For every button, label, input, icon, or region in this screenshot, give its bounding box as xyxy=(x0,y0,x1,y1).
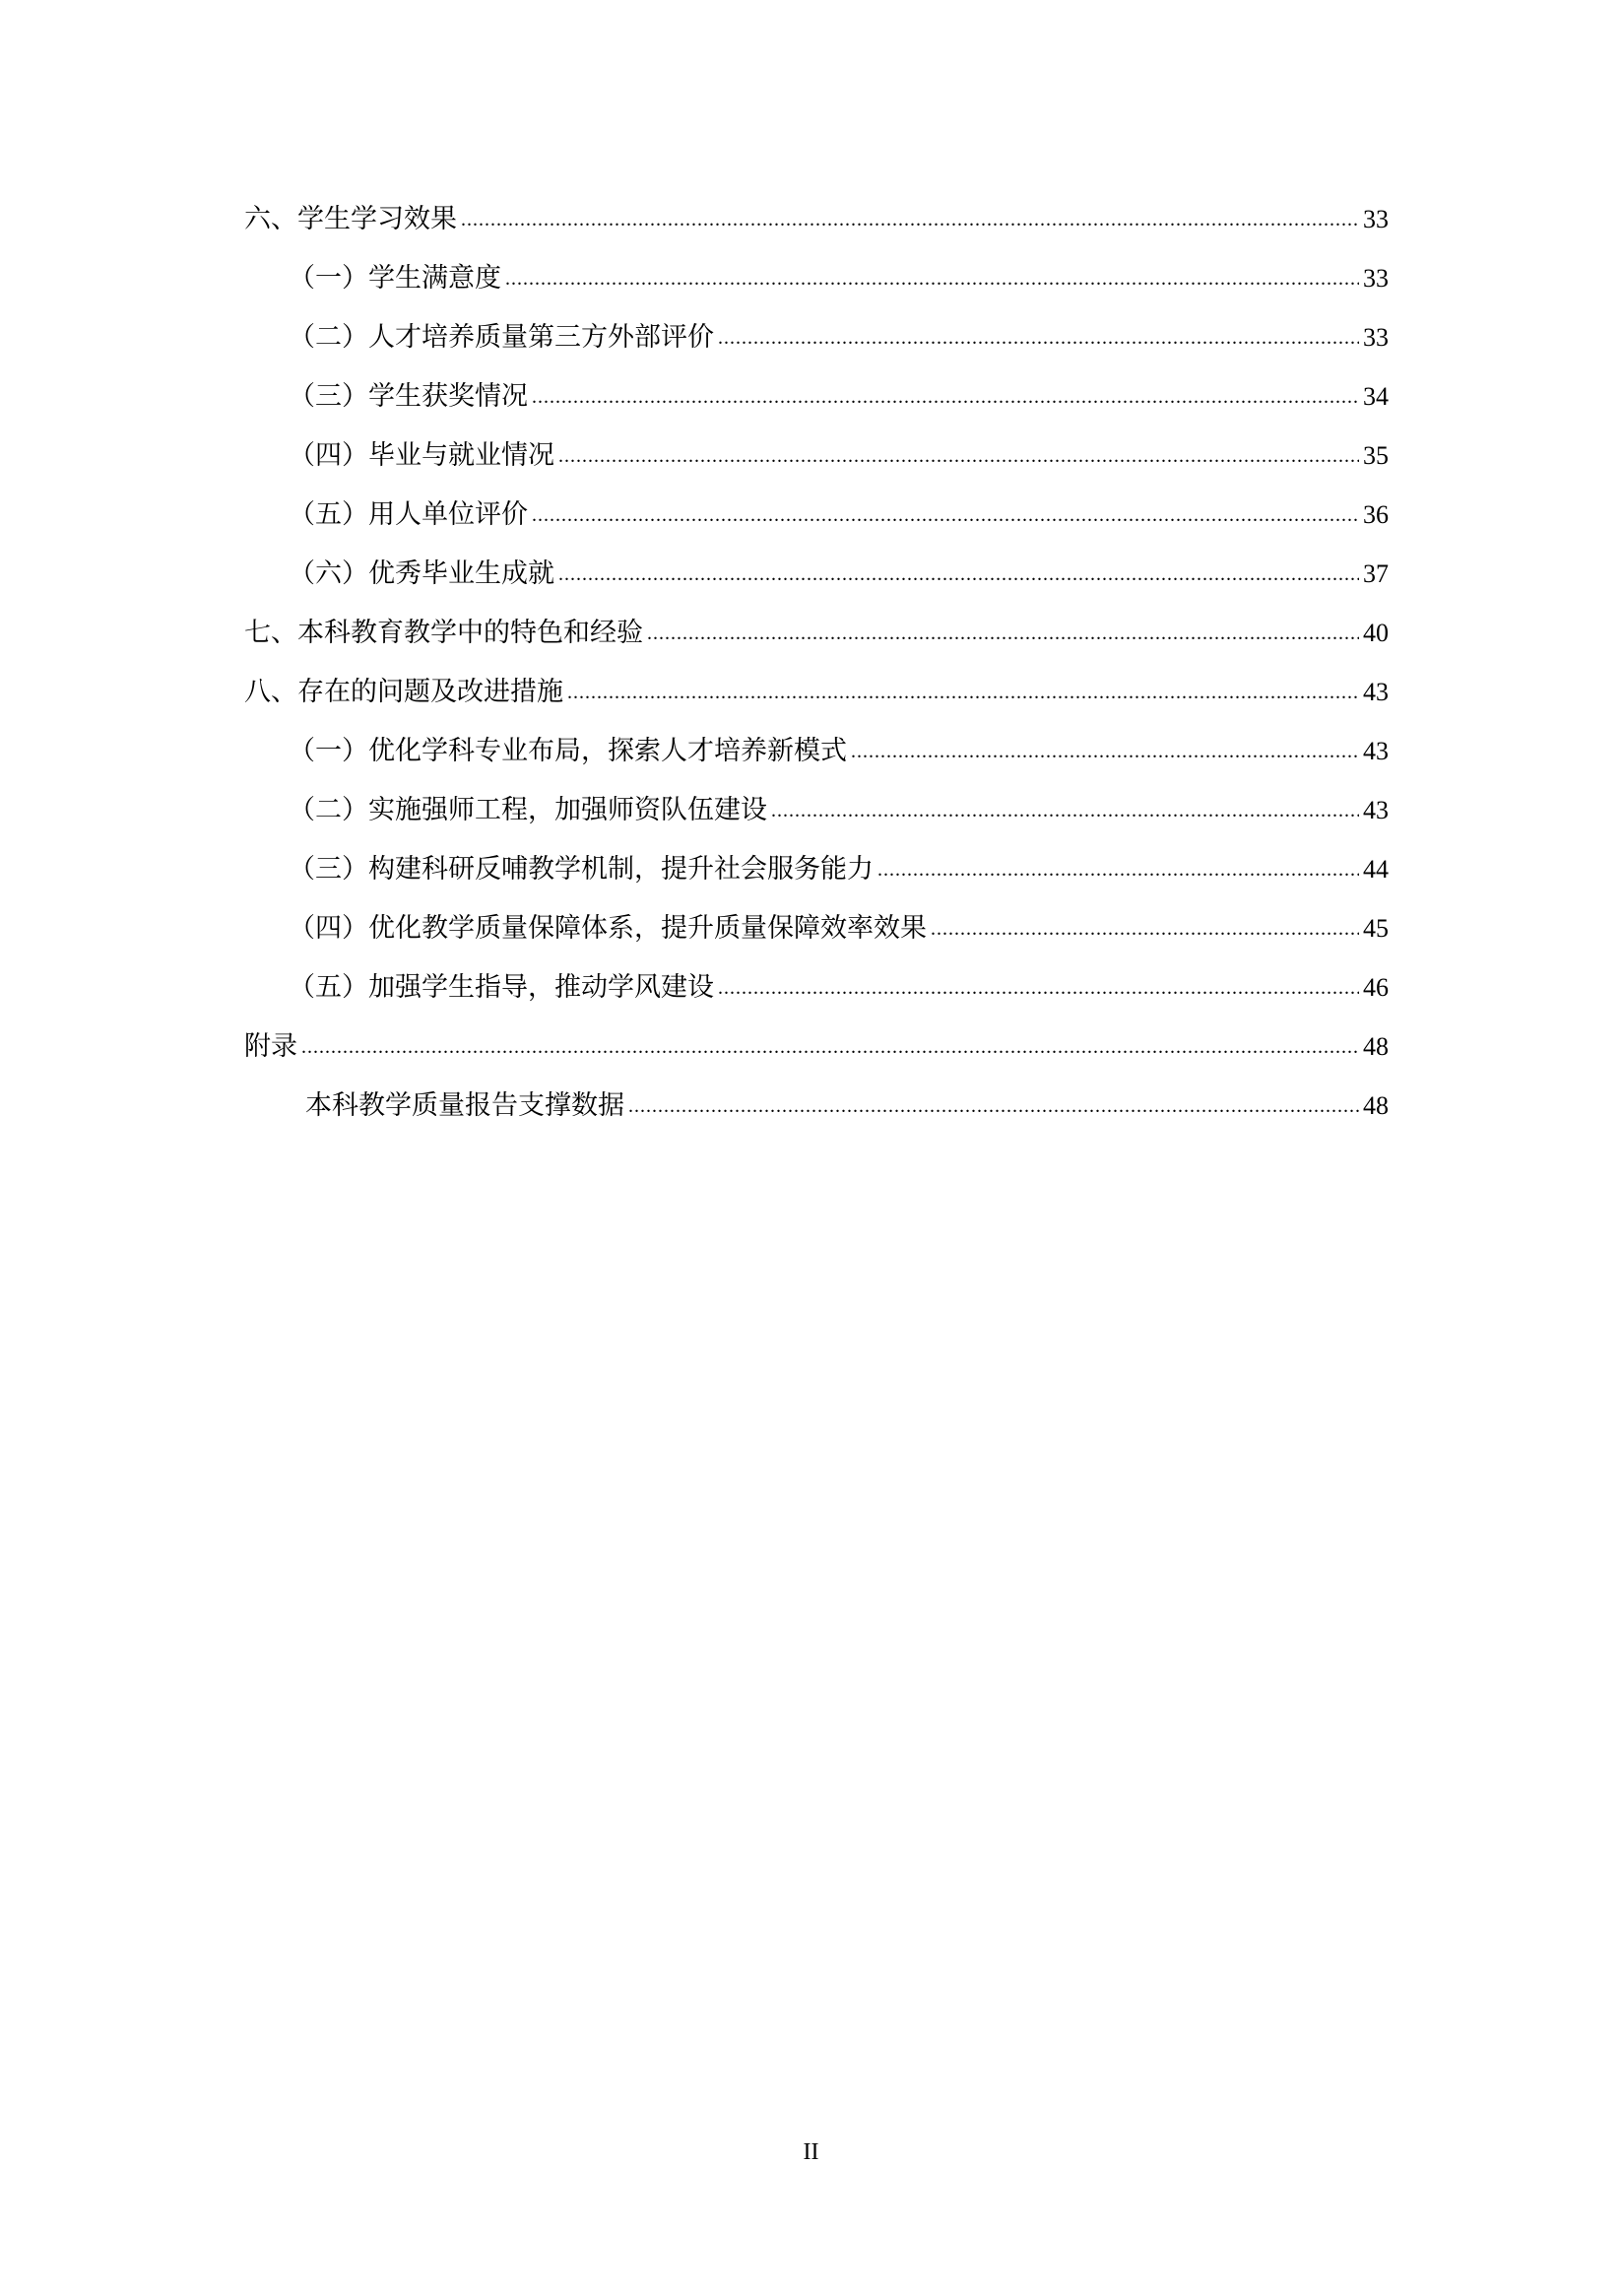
toc-entry[interactable] xyxy=(244,604,1389,663)
toc-entry-page: 43 xyxy=(1363,796,1389,824)
toc-entry-title: 附录 xyxy=(244,1031,297,1062)
toc-entry[interactable] xyxy=(244,308,1389,367)
dot-leader xyxy=(851,722,1359,781)
toc-entry[interactable] xyxy=(244,249,1389,308)
toc-entry-title: 七、本科教育教学中的特色和经验 xyxy=(244,618,643,648)
toc-entry-page: 44 xyxy=(1363,855,1389,884)
dot-leader xyxy=(301,1017,1359,1077)
toc-entry-page: 48 xyxy=(1363,1091,1389,1120)
toc-entry-title: 本科教学质量报告支撑数据 xyxy=(305,1090,624,1121)
toc-entry[interactable] xyxy=(244,426,1389,486)
toc-entry-title: （六）优秀毕业生成就 xyxy=(289,558,554,589)
dot-leader xyxy=(558,545,1359,604)
toc-entry-title: （三）构建科研反哺教学机制，提升社会服务能力 xyxy=(289,854,874,885)
dot-leader xyxy=(718,308,1359,367)
toc-entry[interactable] xyxy=(244,486,1389,545)
toc-entry-title: （一）学生满意度 xyxy=(289,263,501,294)
toc-entry[interactable] xyxy=(244,781,1389,840)
toc-entry-page: 33 xyxy=(1363,264,1389,293)
dot-leader xyxy=(558,426,1359,486)
dot-leader xyxy=(647,604,1359,663)
toc-entry-title: （四）毕业与就业情况 xyxy=(289,440,554,471)
toc-entry-page: 48 xyxy=(1363,1032,1389,1061)
toc-entry[interactable] xyxy=(244,1017,1389,1077)
toc-entry-title: （二）实施强师工程，加强师资队伍建设 xyxy=(289,795,767,825)
toc-entry-title: 六、学生学习效果 xyxy=(244,204,457,234)
toc-entry-page: 33 xyxy=(1363,323,1389,352)
toc-entry-page: 40 xyxy=(1363,619,1389,647)
toc-entry-title: （五）加强学生指导，推动学风建设 xyxy=(289,972,714,1003)
toc-entry[interactable] xyxy=(244,190,1389,249)
toc-entry-page: 34 xyxy=(1363,382,1389,411)
toc-entry[interactable] xyxy=(244,367,1389,426)
toc-entry-title: （一）优化学科专业布局，探索人才培养新模式 xyxy=(289,736,847,766)
dot-leader xyxy=(718,958,1359,1017)
toc-entry-page: 43 xyxy=(1363,737,1389,765)
toc-entry-page: 36 xyxy=(1363,500,1389,529)
toc-entry[interactable] xyxy=(244,545,1389,604)
toc-entry[interactable] xyxy=(244,958,1389,1017)
toc-entry-page: 45 xyxy=(1363,914,1389,943)
toc-entry-title: 八、存在的问题及改进措施 xyxy=(244,677,563,707)
toc-entry-title: （四）优化教学质量保障体系，提升质量保障效率效果 xyxy=(289,913,927,944)
dot-leader xyxy=(628,1077,1359,1136)
toc-entry[interactable] xyxy=(244,722,1389,781)
table-of-contents xyxy=(244,190,1389,1136)
toc-entry-title: （三）学生获奖情况 xyxy=(289,381,528,412)
dot-leader xyxy=(505,249,1359,308)
toc-entry-page: 33 xyxy=(1363,205,1389,233)
dot-leader xyxy=(532,367,1359,426)
toc-entry-title: （二）人才培养质量第三方外部评价 xyxy=(289,322,714,353)
toc-entry-page: 43 xyxy=(1363,678,1389,706)
toc-entry-page: 35 xyxy=(1363,441,1389,470)
toc-entry-title: （五）用人单位评价 xyxy=(289,499,528,530)
dot-leader xyxy=(771,781,1359,840)
dot-leader xyxy=(931,899,1359,958)
dot-leader xyxy=(567,663,1359,722)
toc-entry[interactable] xyxy=(244,1077,1389,1136)
toc-entry[interactable] xyxy=(244,840,1389,899)
page-number: II xyxy=(803,2139,819,2165)
dot-leader xyxy=(461,190,1359,249)
toc-entry[interactable] xyxy=(244,663,1389,722)
dot-leader xyxy=(532,486,1359,545)
dot-leader xyxy=(877,840,1359,899)
toc-entry[interactable] xyxy=(244,899,1389,958)
toc-entry-page: 46 xyxy=(1363,973,1389,1002)
toc-entry-page: 37 xyxy=(1363,559,1389,588)
